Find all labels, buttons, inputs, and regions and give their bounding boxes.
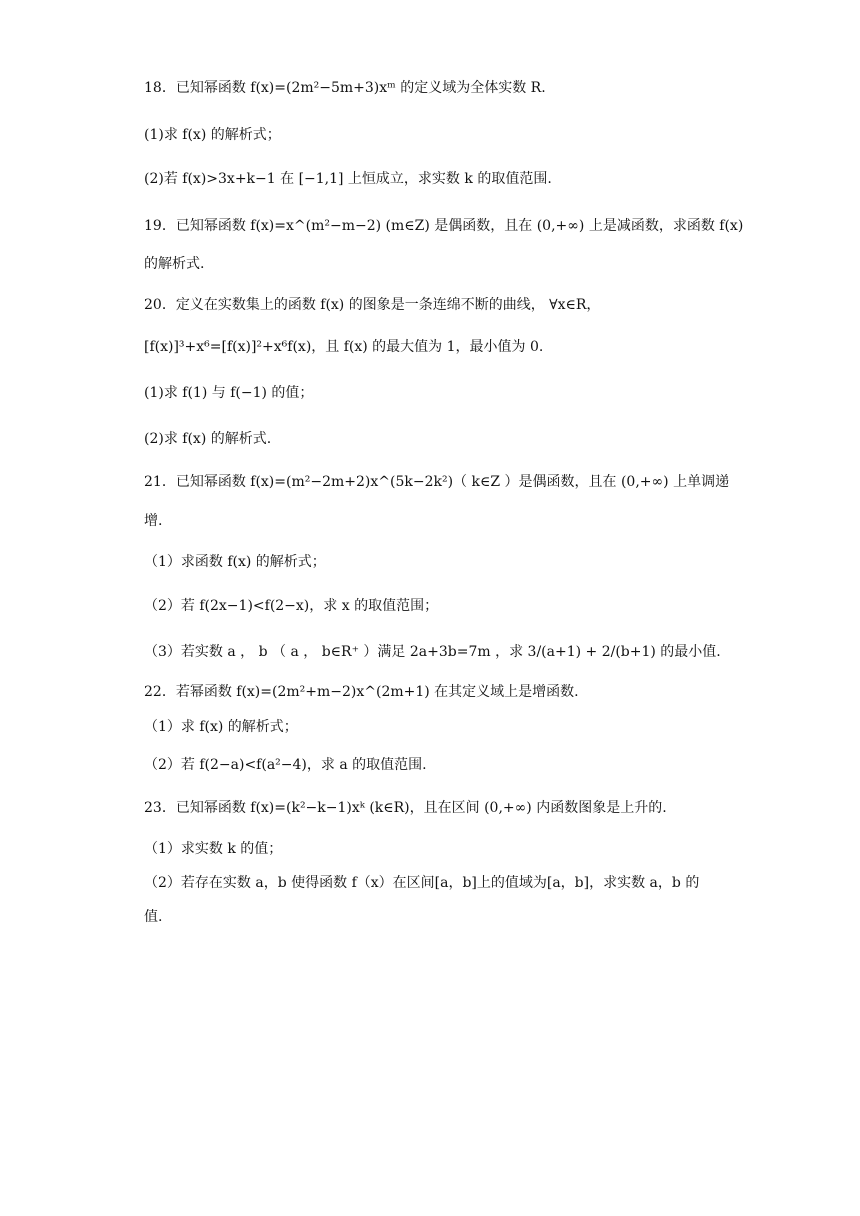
question-21-stem-line-2: 增. (144, 513, 163, 529)
question-18-part-2: (2)若 f(x)>3x+k−1 在 [−1,1] 上恒成立，求实数 k 的取值范围. (144, 171, 552, 187)
question-22-part-2: （2）若 f(2−a)<f(a²−4)，求 a 的取值范围. (144, 757, 427, 773)
question-21-part-3: （3）若实数 a ， b （ a ， b∈R⁺ ）满足 2a+3b=7m ，求 3/(a+1) + 2/(b+1) 的最小值. (144, 644, 721, 660)
question-18-stem: 18．已知幂函数 f(x)=(2m²−5m+3)xᵐ 的定义域为全体实数 R. (144, 80, 546, 96)
question-23-part-1: （1）求实数 k 的值； (144, 841, 283, 857)
question-23-stem: 23．已知幂函数 f(x)=(k²−k−1)xᵏ (k∈R)，且在区间 (0,+∞) 内函数图象是上升的. (144, 800, 667, 816)
question-23-part-2-line-2: 值. (144, 909, 163, 925)
question-21-part-2: （2）若 f(2x−1)<f(2−x)，求 x 的取值范围； (144, 598, 439, 614)
question-22-stem: 22．若幂函数 f(x)=(2m²+m−2)x^(2m+1) 在其定义域上是增函数. (144, 684, 579, 700)
question-20-part-1: (1)求 f(1) 与 f(−1) 的值； (144, 385, 314, 401)
question-21-stem-line-1: 21．已知幂函数 f(x)=(m²−2m+2)x^(5k−2k²)（ k∈Z ）是偶函数，且在 (0,+∞) 上单调递 (144, 474, 730, 490)
question-19-stem-line-1: 19．已知幂函数 f(x)=x^(m²−m−2) (m∈Z) 是偶函数，且在 (0,+∞) 上是减函数，求函数 f(x) (144, 218, 744, 234)
question-18-part-1: (1)求 f(x) 的解析式； (144, 127, 281, 143)
question-22-part-1: （1）求 f(x) 的解析式； (144, 719, 298, 735)
question-20-stem-line-1: 20．定义在实数集上的函数 f(x) 的图象是一条连绵不断的曲线， ∀x∈R， (144, 297, 601, 313)
question-19-stem-line-2: 的解析式. (144, 256, 205, 272)
question-20-stem-line-2: [f(x)]³+x⁶=[f(x)]²+x⁶f(x)，且 f(x) 的最大值为 1，最小值为 0. (144, 339, 544, 355)
question-21-part-1: （1）求函数 f(x) 的解析式； (144, 554, 326, 570)
question-23-part-2-line-1: （2）若存在实数 a，b 使得函数 f（x）在区间[a，b]上的值域为[a，b]，求实数 a，b 的 (144, 875, 700, 891)
question-20-part-2: (2)求 f(x) 的解析式. (144, 431, 272, 447)
